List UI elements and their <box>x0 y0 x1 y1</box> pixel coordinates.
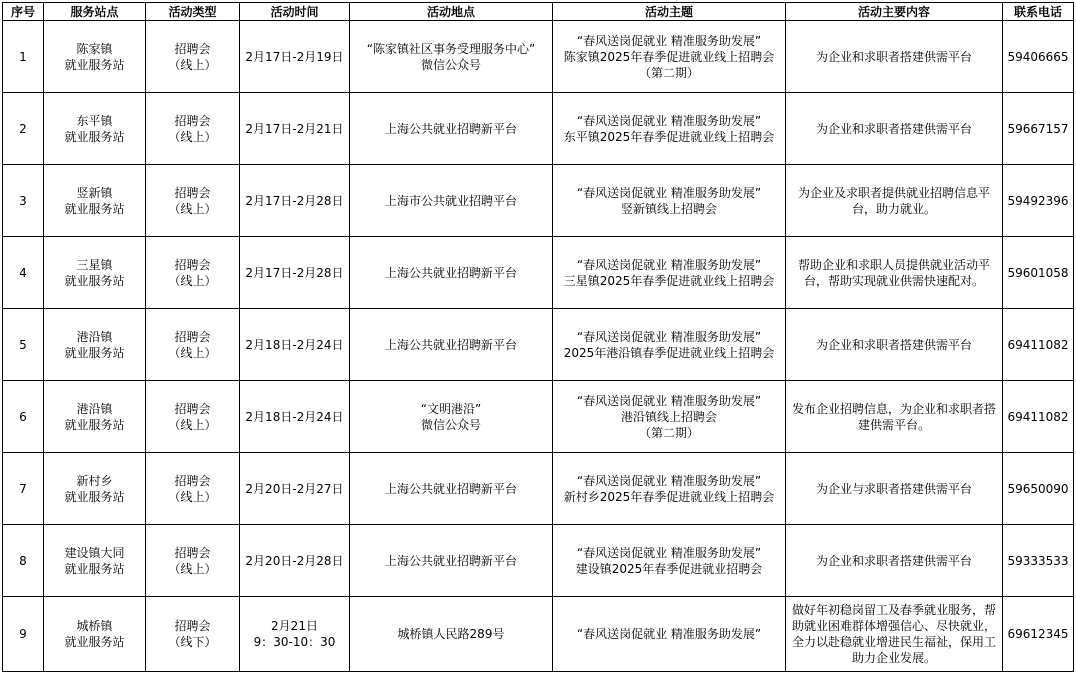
cell-content: 为企业和求职者搭建供需平台 <box>786 21 1003 93</box>
cell-theme: “春风送岗促就业 精准服务助发展” 2025年港沿镇春季促进就业线上招聘会 <box>553 309 786 381</box>
cell-no: 2 <box>3 93 44 165</box>
cell-station: 竖新镇 就业服务站 <box>44 165 146 237</box>
header-theme: 活动主题 <box>553 3 786 21</box>
table-row <box>3 237 1074 309</box>
cell-phone: 59333533 <box>1003 525 1074 597</box>
header-station: 服务站点 <box>44 3 146 21</box>
cell-phone: 59667157 <box>1003 93 1074 165</box>
header-place: 活动地点 <box>350 3 553 21</box>
cell-theme: “春风送岗促就业 精准服务助发展” 港沿镇线上招聘会 （第二期） <box>553 381 786 453</box>
cell-place: 上海公共就业招聘新平台 <box>350 237 553 309</box>
table-row <box>3 309 1074 381</box>
cell-theme: “春风送岗促就业 精准服务助发展” 三星镇2025年春季促进就业线上招聘会 <box>553 237 786 309</box>
header-type: 活动类型 <box>146 3 240 21</box>
table-row <box>3 21 1074 93</box>
header-phone: 联系电话 <box>1003 3 1074 21</box>
header-content: 活动主要内容 <box>786 3 1003 21</box>
header-time: 活动时间 <box>240 3 350 21</box>
cell-time: 2月20日-2月27日 <box>240 453 350 525</box>
cell-time: 2月20日-2月28日 <box>240 525 350 597</box>
cell-phone: 69411082 <box>1003 309 1074 381</box>
cell-theme: “春风送岗促就业 精准服务助发展” 竖新镇线上招聘会 <box>553 165 786 237</box>
cell-type: 招聘会 （线上） <box>146 525 240 597</box>
cell-no: 8 <box>3 525 44 597</box>
cell-type: 招聘会 （线上） <box>146 165 240 237</box>
cell-theme: “春风送岗促就业 精准服务助发展” 东平镇2025年春季促进就业线上招聘会 <box>553 93 786 165</box>
cell-no: 3 <box>3 165 44 237</box>
cell-place: “陈家镇社区事务受理服务中心” 微信公众号 <box>350 21 553 93</box>
cell-theme: “春风送岗促就业 精准服务助发展” 陈家镇2025年春季促进就业线上招聘会 （第二期） <box>553 21 786 93</box>
table-row <box>3 381 1074 453</box>
cell-place: 城桥镇人民路289号 <box>350 597 553 672</box>
cell-phone: 69612345 <box>1003 597 1074 672</box>
cell-no: 9 <box>3 597 44 672</box>
cell-content: 为企业和求职者搭建供需平台 <box>786 525 1003 597</box>
cell-phone: 69411082 <box>1003 381 1074 453</box>
cell-station: 城桥镇 就业服务站 <box>44 597 146 672</box>
cell-no: 5 <box>3 309 44 381</box>
cell-content: 为企业和求职者搭建供需平台 <box>786 93 1003 165</box>
cell-time: 2月18日-2月24日 <box>240 309 350 381</box>
cell-content: 发布企业招聘信息，为企业和求职者搭建供需平台。 <box>786 381 1003 453</box>
cell-time: 2月17日-2月19日 <box>240 21 350 93</box>
cell-type: 招聘会 （线上） <box>146 237 240 309</box>
cell-type: 招聘会 （线上） <box>146 309 240 381</box>
cell-content: 做好年初稳岗留工及春季就业服务，帮助就业困难群体增强信心、尽快就业，全力以赴稳就业增进民生福祉，保用工助力企业发展。 <box>786 597 1003 672</box>
cell-place: 上海公共就业招聘新平台 <box>350 453 553 525</box>
table-row <box>3 165 1074 237</box>
cell-content: 为企业与求职者搭建供需平台 <box>786 453 1003 525</box>
table-header-row <box>3 3 1074 21</box>
cell-station: 新村乡 就业服务站 <box>44 453 146 525</box>
cell-time: 2月17日-2月21日 <box>240 93 350 165</box>
cell-content: 为企业及求职者提供就业招聘信息平台，助力就业。 <box>786 165 1003 237</box>
cell-type: 招聘会 （线上） <box>146 381 240 453</box>
cell-no: 4 <box>3 237 44 309</box>
cell-no: 7 <box>3 453 44 525</box>
cell-phone: 59601058 <box>1003 237 1074 309</box>
table-row <box>3 93 1074 165</box>
cell-time: 2月17日-2月28日 <box>240 165 350 237</box>
cell-place: 上海公共就业招聘新平台 <box>350 93 553 165</box>
cell-time: 2月18日-2月24日 <box>240 381 350 453</box>
cell-type: 招聘会 （线上） <box>146 93 240 165</box>
cell-type: 招聘会 （线上） <box>146 453 240 525</box>
cell-phone: 59650090 <box>1003 453 1074 525</box>
cell-station: 港沿镇 就业服务站 <box>44 381 146 453</box>
events-table <box>2 2 1074 672</box>
cell-station: 建设镇大同 就业服务站 <box>44 525 146 597</box>
cell-station: 东平镇 就业服务站 <box>44 93 146 165</box>
cell-type: 招聘会 （线上） <box>146 21 240 93</box>
cell-phone: 59406665 <box>1003 21 1074 93</box>
table-row <box>3 597 1074 672</box>
cell-no: 6 <box>3 381 44 453</box>
cell-place: 上海公共就业招聘新平台 <box>350 525 553 597</box>
cell-phone: 59492396 <box>1003 165 1074 237</box>
table-row <box>3 453 1074 525</box>
cell-place: 上海市公共就业招聘平台 <box>350 165 553 237</box>
cell-station: 陈家镇 就业服务站 <box>44 21 146 93</box>
cell-content: 帮助企业和求职人员提供就业活动平台，帮助实现就业供需快速配对。 <box>786 237 1003 309</box>
cell-time: 2月21日 9：30-10：30 <box>240 597 350 672</box>
cell-station: 三星镇 就业服务站 <box>44 237 146 309</box>
cell-type: 招聘会 （线下） <box>146 597 240 672</box>
header-no: 序号 <box>3 3 44 21</box>
table-row <box>3 525 1074 597</box>
cell-no: 1 <box>3 21 44 93</box>
cell-theme: “春风送岗促就业 精准服务助发展” <box>553 597 786 672</box>
cell-place: “文明港沿” 微信公众号 <box>350 381 553 453</box>
cell-theme: “春风送岗促就业 精准服务助发展” 新村乡2025年春季促进就业线上招聘会 <box>553 453 786 525</box>
cell-station: 港沿镇 就业服务站 <box>44 309 146 381</box>
cell-place: 上海公共就业招聘新平台 <box>350 309 553 381</box>
cell-theme: “春风送岗促就业 精准服务助发展” 建设镇2025年春季促进就业招聘会 <box>553 525 786 597</box>
cell-time: 2月17日-2月28日 <box>240 237 350 309</box>
cell-content: 为企业和求职者搭建供需平台 <box>786 309 1003 381</box>
